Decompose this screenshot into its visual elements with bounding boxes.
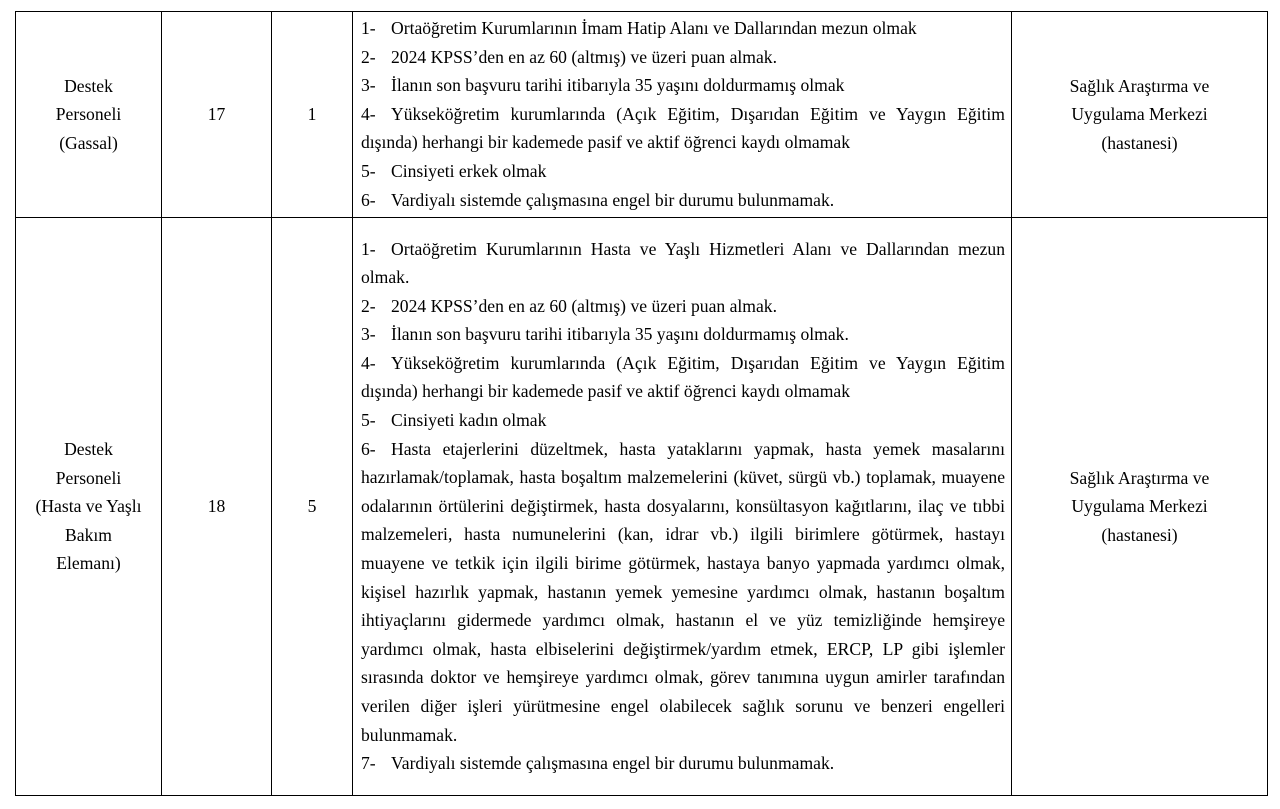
requirement-item [361,14,1005,43]
requirement-number: 2- [361,295,376,316]
requirement-number: 3- [361,75,376,96]
unit-line: Sağlık Araştırma ve [1069,75,1210,96]
requirement-text: 2024 KPSS’den en az 60 (altmış) ve üzeri puan almak. [391,295,777,316]
unit-line: (hastanesi) [1101,524,1178,545]
requirement-text: Yükseköğretim kurumlarında (Açık Eğitim, Dışarıdan Eğitim ve Yaygın Eğitim dışında) herhangi bir kademede pasif ve aktif öğrenci kaydı olmamak [361,103,1005,153]
unit-line: Sağlık Araştırma ve [1069,467,1210,488]
position-title-line: Bakım [65,524,112,545]
position-title-cell [16,12,162,218]
requirement-text: Ortaöğretim Kurumlarının İmam Hatip Alanı ve Dallarından mezun olmak [391,18,917,38]
requirement-item [361,292,1005,321]
requirements-cell [353,218,1012,796]
position-code-cell: 18 [162,218,272,796]
requirement-text: Vardiyalı sistemde çalışmasına engel bir durumu bulunmamak. [391,753,835,774]
requirement-text: İlanın son başvuru tarihi itibarıyla 35 yaşını doldurmamış olmak [391,75,845,96]
requirement-item [361,235,1005,292]
requirement-item [361,186,1005,215]
position-title-cell [16,218,162,796]
unit-line: Uygulama Merkezi [1071,104,1208,125]
requirement-text: Cinsiyeti erkek olmak [391,160,547,181]
requirement-item [361,43,1005,72]
requirement-item [361,320,1005,349]
requirement-text: Cinsiyeti kadın olmak [391,410,547,431]
requirement-item [361,157,1005,186]
position-title-line: Destek [64,75,113,96]
unit-line: (hastanesi) [1101,132,1178,153]
position-title-line: (Hasta ve Yaşlı [35,496,142,517]
position-title-line: Personeli [55,104,122,125]
position-title-line: Destek [64,439,113,460]
requirement-number: 2- [361,46,376,67]
position-title-line: (Gassal) [59,132,118,153]
position-code-cell: 17 [162,12,272,218]
requirement-text: Hasta etajerlerini düzeltmek, hasta yataklarını yapmak, hasta yemek masalarını hazırlamak/toplamak, hasta boşaltım malzemelerini (küvet, sürgü vb.) toplamak, muayene odalarının örtülerini değiştirmek, hasta dosyalarını, konsültasyon kağıtlarını, ilaç ve tıbbi malzemeleri, hasta numunelerini (kan, idrar vb.) ilgili birimlere götürmek, hastayı muayene ve tetkik için ilgili birime götürmek, hastaya banyo yapmada yardımcı olmak, kişisel hazırlık yapmak, hastanın yemek yemesine yardımcı olmak, hastanın boşaltım ihtiyaçlarını gidermede yardımcı olmak, hastanın el ve yüz temizliğinde hemşireye yardımcı olmak, hasta elbiselerini değiştirmek/yardım etmek, ERCP, LP gibi işlemler sırasında doktor ve hemşireye yardımcı olmak, görev tanımına uygun amirler tarafından verilen diğer işleri yürütmesine engel olabilecek sağlık sorunu ve benzeri engelleri bulunmamak. [361,438,1005,745]
requirement-text: Ortaöğretim Kurumlarının Hasta ve Yaşlı Hizmetleri Alanı ve Dallarından mezun olmak. [361,238,1005,288]
position-title-line: Elemanı) [56,553,121,574]
position-count-cell: 5 [272,218,353,796]
requirement-item [361,71,1005,100]
requirement-text: 2024 KPSS’den en az 60 (altmış) ve üzeri puan almak. [391,46,777,67]
requirement-number: 7- [361,753,376,774]
requirement-item [361,749,1005,778]
unit-cell [1012,12,1268,218]
requirement-number: 5- [361,160,376,181]
requirement-text: Yükseköğretim kurumlarında (Açık Eğitim, Dışarıdan Eğitim ve Yaygın Eğitim dışında) herhangi bir kademede pasif ve aktif öğrenci kaydı olmamak [361,352,1005,402]
requirement-item [361,349,1005,406]
job-requirements-table [15,11,1268,796]
requirement-text: İlanın son başvuru tarihi itibarıyla 35 yaşını doldurmamış olmak. [391,324,849,345]
requirement-number: 4- [361,352,376,373]
requirement-item [361,100,1005,157]
requirement-item [361,435,1005,750]
unit-cell [1012,218,1268,796]
position-count-cell: 1 [272,12,353,218]
position-title-line: Personeli [55,467,122,488]
requirement-number: 6- [361,438,376,459]
requirement-number: 3- [361,324,376,345]
requirement-text: Vardiyalı sistemde çalışmasına engel bir durumu bulunmamak. [391,189,835,210]
table-row [16,12,1268,218]
requirement-number: 1- [361,18,376,38]
table-row [16,218,1268,796]
requirements-cell [353,12,1012,218]
requirement-number: 1- [361,238,376,259]
unit-line: Uygulama Merkezi [1071,496,1208,517]
requirement-number: 5- [361,410,376,431]
requirement-number: 4- [361,103,376,124]
requirement-number: 6- [361,189,376,210]
requirement-item [361,406,1005,435]
